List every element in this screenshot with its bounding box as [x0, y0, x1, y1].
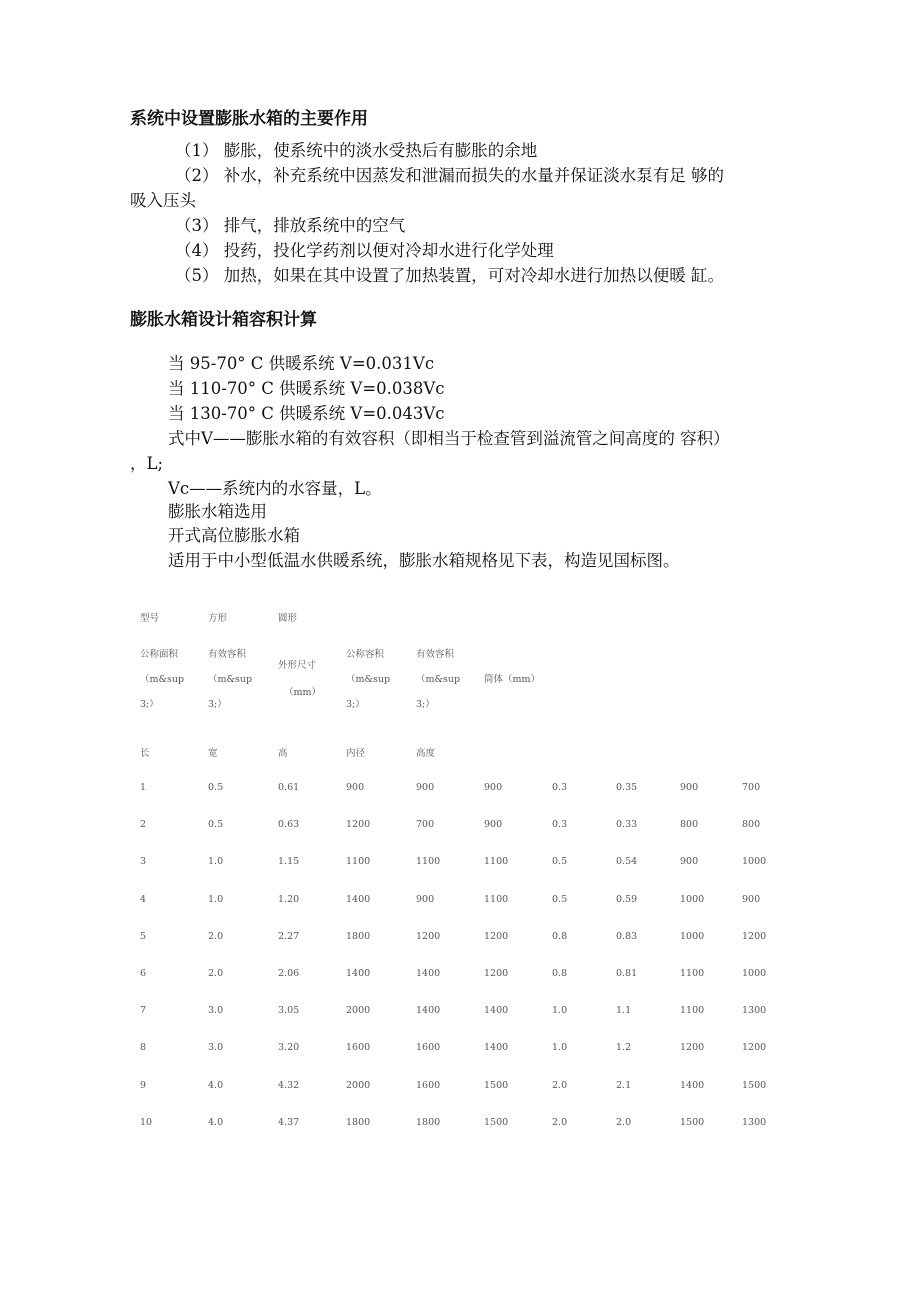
- table-cell: 1800: [346, 931, 371, 942]
- table-cell: 1.0: [208, 856, 224, 867]
- header-outer-size-unit: （mm）: [284, 687, 322, 698]
- table-cell: 1.20: [278, 894, 300, 905]
- table-cell: 1600: [416, 1042, 441, 1053]
- formula-definition-v-unit: ，L;: [130, 454, 164, 473]
- table-cell: 1100: [484, 894, 509, 905]
- table-cell: 1.2: [616, 1042, 632, 1053]
- table-cell: 900: [416, 782, 435, 793]
- header-effective-volume: 有效容积: [208, 649, 247, 660]
- table-cell: 0.61: [278, 782, 300, 793]
- table-cell: 1400: [416, 1005, 441, 1016]
- header-nominal-area-unit-end: 3;）: [140, 699, 159, 710]
- formula-definition-vc: Vc——系统内的水容量，L。: [168, 479, 382, 498]
- table-cell: 900: [484, 819, 503, 830]
- table-cell: 0.5: [208, 782, 224, 793]
- table-cell: 3.0: [208, 1042, 224, 1053]
- header-effective-volume-unit-end: 3;）: [208, 699, 227, 710]
- table-cell: 2.27: [278, 931, 300, 942]
- table-cell: 1200: [484, 968, 509, 979]
- table-cell: 2.0: [208, 931, 224, 942]
- table-cell: 0.8: [552, 931, 568, 942]
- section-heading-volume: 膨胀水箱设计箱容积计算: [130, 310, 317, 330]
- table-cell: 2.0: [552, 1080, 568, 1091]
- table-cell: 1.0: [552, 1042, 568, 1053]
- table-cell: 6: [140, 968, 147, 979]
- table-cell: 0.35: [616, 782, 638, 793]
- table-cell: 1800: [416, 1117, 441, 1128]
- header-effective-volume-round-unit: （m&sup: [416, 674, 461, 685]
- table-cell: 1200: [484, 931, 509, 942]
- header-nominal-area: 公称面积: [140, 649, 179, 660]
- table-cell: 900: [742, 894, 761, 905]
- table-cell: 900: [680, 856, 699, 867]
- table-cell: 700: [742, 782, 761, 793]
- table-description: 适用于中小型低温水供暖系统，膨胀水箱规格见下表，构造见国标图。: [168, 551, 680, 570]
- table-cell: 800: [742, 819, 761, 830]
- header-inner-diameter: 内径: [346, 748, 366, 759]
- table-cell: 0.81: [616, 968, 638, 979]
- formula-130-70: 当 130-70° C 供暖系统 V=0.043Vc: [168, 404, 445, 423]
- header-width: 宽: [208, 748, 218, 759]
- table-cell: 2.1: [616, 1080, 632, 1091]
- table-cell: 0.3: [552, 782, 568, 793]
- formula-definition-v: 式中V——膨胀水箱的有效容积（即相当于检查管到溢流管之间高度的 容积）: [168, 429, 730, 448]
- table-cell: 800: [680, 819, 699, 830]
- table-cell: 1000: [742, 856, 767, 867]
- section-heading-function: 系统中设置膨胀水箱的主要作用: [130, 109, 368, 129]
- header-nominal-volume-round: 公称容积: [346, 649, 385, 660]
- table-cell: 0.59: [616, 894, 638, 905]
- table-cell: 4: [140, 894, 147, 905]
- table-cell: 1000: [680, 931, 705, 942]
- table-cell: 1400: [416, 968, 441, 979]
- header-effective-volume-unit: （m&sup: [208, 674, 253, 685]
- tank-type-title: 开式高位膨胀水箱: [168, 526, 300, 545]
- table-cell: 4.0: [208, 1080, 224, 1091]
- table-cell: 1200: [680, 1042, 705, 1053]
- table-cell: 1100: [484, 856, 509, 867]
- table-cell: 1200: [416, 931, 441, 942]
- table-cell: 900: [484, 782, 503, 793]
- table-cell: 5: [140, 931, 147, 942]
- table-cell: 2.0: [208, 968, 224, 979]
- table-cell: 4.0: [208, 1117, 224, 1128]
- function-item-4: （4） 投药，投化学药剂以便对冷却水进行化学处理: [175, 241, 554, 260]
- table-cell: 1100: [416, 856, 441, 867]
- table-cell: 1500: [742, 1080, 767, 1091]
- table-cell: 900: [346, 782, 365, 793]
- table-cell: 1200: [742, 1042, 767, 1053]
- table-cell: 7: [140, 1005, 147, 1016]
- table-cell: 0.63: [278, 819, 300, 830]
- header-height: 高: [278, 748, 288, 759]
- header-effective-volume-round: 有效容积: [416, 649, 455, 660]
- function-item-5: （5） 加热，如果在其中设置了加热装置，可对冷却水进行加热以便暖 缸。: [175, 266, 724, 285]
- function-item-3: （3） 排气，排放系统中的空气: [175, 216, 406, 235]
- table-cell: 1.0: [552, 1005, 568, 1016]
- table-cell: 1600: [416, 1080, 441, 1091]
- table-cell: 1400: [484, 1042, 509, 1053]
- table-cell: 1400: [484, 1005, 509, 1016]
- function-item-2: （2） 补水，补充系统中因蒸发和泄漏而损失的水量并保证淡水泵有足 够的: [175, 166, 724, 185]
- table-cell: 1: [140, 782, 147, 793]
- table-cell: 1.1: [616, 1005, 632, 1016]
- table-cell: 3.20: [278, 1042, 300, 1053]
- table-cell: 1000: [742, 968, 767, 979]
- table-cell: 1500: [484, 1080, 509, 1091]
- table-cell: 0.5: [552, 856, 568, 867]
- formula-110-70: 当 110-70° C 供暖系统 V=0.038Vc: [168, 379, 445, 398]
- table-cell: 3: [140, 856, 147, 867]
- table-cell: 1000: [680, 894, 705, 905]
- table-cell: 900: [680, 782, 699, 793]
- table-cell: 1100: [680, 968, 705, 979]
- table-cell: 1500: [484, 1117, 509, 1128]
- table-cell: 2000: [346, 1005, 371, 1016]
- header-nominal-volume-round-unit-end: 3;）: [346, 699, 365, 710]
- header-cylinder: 筒体（mm）: [484, 674, 541, 685]
- table-cell: 10: [140, 1117, 153, 1128]
- header-nominal-volume-round-unit: （m&sup: [346, 674, 391, 685]
- table-cell: 0.54: [616, 856, 638, 867]
- table-cell: 2.06: [278, 968, 300, 979]
- table-cell: 900: [416, 894, 435, 905]
- table-cell: 8: [140, 1042, 147, 1053]
- table-cell: 1100: [346, 856, 371, 867]
- table-cell: 1100: [680, 1005, 705, 1016]
- table-cell: 9: [140, 1080, 147, 1091]
- selection-title: 膨胀水箱选用: [168, 502, 267, 521]
- table-cell: 0.3: [552, 819, 568, 830]
- table-cell: 4.32: [278, 1080, 300, 1091]
- header-round: 圆形: [278, 613, 298, 624]
- table-cell: 1800: [346, 1117, 371, 1128]
- table-cell: 1.0: [208, 894, 224, 905]
- formula-95-70: 当 95-70° C 供暖系统 V=0.031Vc: [168, 354, 435, 373]
- header-model: 型号: [140, 613, 160, 624]
- table-cell: 4.37: [278, 1117, 300, 1128]
- table-cell: 3.05: [278, 1005, 300, 1016]
- table-cell: 0.33: [616, 819, 638, 830]
- table-cell: 1600: [346, 1042, 371, 1053]
- table-cell: 1500: [680, 1117, 705, 1128]
- table-cell: 1400: [680, 1080, 705, 1091]
- table-cell: 1300: [742, 1117, 767, 1128]
- table-cell: 1300: [742, 1005, 767, 1016]
- header-length: 长: [140, 748, 150, 759]
- table-cell: 2000: [346, 1080, 371, 1091]
- table-cell: 1.15: [278, 856, 300, 867]
- header-cylinder-height: 高度: [416, 748, 436, 759]
- function-item-1: （1） 膨胀，使系统中的淡水受热后有膨胀的余地: [175, 141, 538, 160]
- table-cell: 2.0: [616, 1117, 632, 1128]
- table-cell: 0.5: [552, 894, 568, 905]
- table-cell: 1400: [346, 968, 371, 979]
- table-cell: 1200: [346, 819, 371, 830]
- table-cell: 0.5: [208, 819, 224, 830]
- table-cell: 2.0: [552, 1117, 568, 1128]
- table-cell: 3.0: [208, 1005, 224, 1016]
- header-nominal-area-unit: （m&sup: [140, 674, 185, 685]
- table-cell: 1400: [346, 894, 371, 905]
- table-cell: 700: [416, 819, 435, 830]
- table-cell: 0.83: [616, 931, 638, 942]
- header-outer-size: 外形尺寸: [278, 660, 317, 671]
- header-effective-volume-round-unit-end: 3;）: [416, 699, 435, 710]
- table-cell: 1200: [742, 931, 767, 942]
- function-item-2-continued: 吸入压头: [130, 191, 196, 210]
- table-cell: 2: [140, 819, 147, 830]
- table-cell: 0.8: [552, 968, 568, 979]
- header-square: 方形: [208, 613, 228, 624]
